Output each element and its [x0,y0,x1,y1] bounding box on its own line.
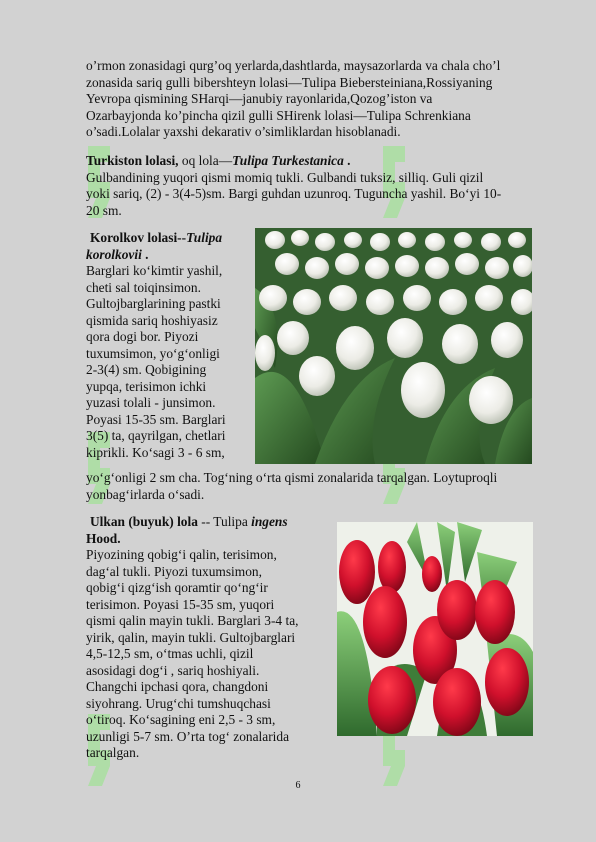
text-line: yuzasi tolali - junsimon. [86,395,216,410]
text-line: Yevropa qismining SHarqi—janubiy rayonlarida,Qozog’iston va [86,91,433,106]
section-heading-cont [86,247,254,264]
red-tulips-photo [337,522,533,736]
text-line: kiprikli. Ko‘sagi 3 - 6 sm, [86,444,225,460]
section-heading [86,230,254,247]
text-line: 3(5) ta, qayrilgan, chetlari [86,428,226,443]
text-line: yirik, qalin, mayin tukli. Gultojbarglari [86,629,296,645]
white-tulips-photo [255,228,532,464]
text-line: Ozarbayjonda ko’pincha qizil gulli SHirenk lolasi—Tulipa Schrenkiana [86,107,471,123]
text-line: asosidagi dog‘i , sariq hoshiyali. [86,662,260,678]
turkiston-section [86,153,556,219]
text-line: 4,5-12,5 sm, o‘tmas uchli, qizil [86,646,254,661]
text-line: Barglari ko‘kimtir yashil, [86,263,223,278]
text-line: 20 sm. [86,202,122,218]
species-name: Ulkan (buyuk) lola [90,514,198,529]
latin-prefix: -- Tulipa [197,514,252,529]
text-line: o’rmon zonasidagi qurg’oq yerlarda,dashtlarda, maysazorlarda va chala cho’l [86,58,501,73]
red-tulips-image [337,522,533,736]
text-line: Changchi ipchasi qora, changdoni [86,679,269,694]
page-number: 6 [295,780,301,791]
species-name: Korolkov lolasi-- [90,230,187,245]
text-line: o‘tiroq. Ko‘sagining eni 2,5 - 3 sm, [86,712,276,727]
text-line: Poyasi 15-35 sm. Barglari [86,411,226,427]
text-line: 2-3(4) sm. Qobigining [86,362,207,377]
text-line: siyohrang. Urug‘chi tumshuqchasi [86,695,271,711]
text-line: qora dogi bor. Piyozi [86,329,199,344]
heading-dot: . [141,246,149,262]
text-line: tuxumsimon, yo‘g‘onligi [86,345,220,361]
text-line: qismi qalin mayin tukli. Barglari 3-4 ta, [86,613,299,628]
text-line: cheti sal toiqinsimon. [86,279,201,295]
text-line: dag‘al tukli. Piyozi tuxumsimon, [86,563,262,579]
latin-name: Tulipa Turkestanica [232,153,344,168]
text-line: Gultojbarglarining pastki [86,296,221,311]
latin-name: korolkovii [86,246,142,262]
text-line: Gulbandining yuqori qismi momiq tukli. Gulbandi tuksiz, silliq. Guli qizil [86,169,484,185]
text-line: yupqa, terisimon ichki [86,378,207,394]
author-abbrev: Hood. [86,530,121,546]
korolkov-continuation [86,470,556,503]
species-name-cont: oq lola— [178,153,233,168]
section-heading [86,153,556,170]
text-line: yoki sariq, (2) - 3(4-5)sm. Bargi guhdan uzunroq. Tuguncha yashil. Bo‘yi 10- [86,186,502,201]
text-line: yo‘g‘onligi 2 sm cha. Tog‘ning o‘rta qismi zonalarida tarqalgan. Loytuproqli [86,470,498,485]
text-line: qismida sariq hoshiyasiz [86,312,218,328]
latin-name: ingens [251,514,288,529]
text-line: qobig‘i qizg‘ish qoramtir qo‘ng‘ir [86,580,268,595]
text-line: tarqalgan. [86,745,140,760]
text-line: o’sadi.Lolalar yaxshi dekarativ o’simliklardan hisoblanadi. [86,124,401,139]
text-line: uzunligi 5-7 sm. O’rta tog‘ zonalarida [86,728,290,744]
latin-name: Tulipa [186,230,223,245]
text-line: yonbag‘irlarda o‘sadi. [86,486,205,502]
text-line: Piyozining qobig‘i qalin, terisimon, [86,547,277,562]
intro-paragraph [86,58,556,141]
korolkov-section [86,230,254,461]
text-line: terisimon. Poyasi 15-35 sm, yuqori [86,596,275,612]
text-line: zonasida sariq gulli bibershteyn lolasi—Tulipa Biebersteiniana,Rossiyaning [86,74,493,90]
heading-dot: . [343,153,351,168]
ulkan-section [86,514,336,762]
white-tulips-image [255,228,532,464]
section-heading [86,514,336,531]
species-name: Turkiston lolasi, [86,153,179,168]
